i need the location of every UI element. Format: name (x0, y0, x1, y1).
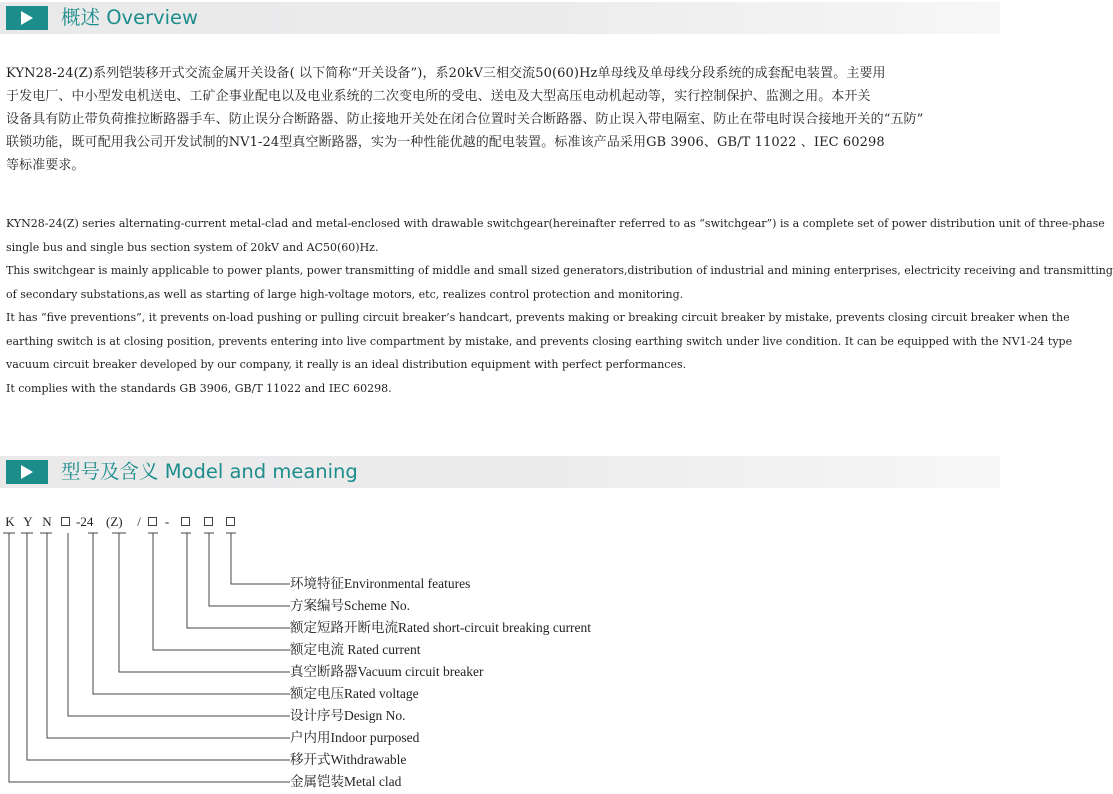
empty-box-icon (61, 517, 70, 526)
empty-box-icon (181, 517, 190, 526)
code-char-n: N (42, 514, 52, 529)
en-line: of secondary substations,as well as starting of large high-voltage motors, etc, realizes control protection and monitoring. (6, 287, 684, 301)
meaning-metal-clad: 金属铠装Metal clad (290, 774, 402, 789)
leader-line (68, 533, 290, 716)
en-line: It complies with the standards GB 3906, GB/T 11022 and IEC 60298. (6, 381, 392, 395)
meaning-withdrawable: 移开式Withdrawable (290, 752, 407, 767)
leader-line (47, 533, 290, 738)
zh-line: 等标准要求。 (6, 158, 85, 173)
en-line: earthing switch is at closing position, prevents entering into live compartment by mistake, and prevents closing earthing switch under live condition. It can be equipped with the NV1-24 type (6, 334, 1073, 348)
code-voltage: -24 (76, 514, 94, 529)
empty-box-icon (204, 517, 213, 526)
leader-line (93, 533, 290, 694)
leader-line (209, 533, 290, 606)
zh-line: 设备具有防止带负荷推拉断路器手车、防止误分合断路器、防止接地开关处在闭合位置时关合断路器、防止误入带电隔室、防止在带电时误合接地开关的“五防” (6, 112, 924, 127)
section-marker (6, 460, 48, 484)
empty-box-icon (148, 517, 157, 526)
meaning-rated-short-circuit-breaking-current: 额定短路开断电流Rated short-circuit breaking current (290, 620, 592, 635)
section-marker (6, 6, 48, 30)
model-section-header (0, 456, 1000, 488)
play-triangle-icon (21, 465, 33, 479)
meaning-vacuum-circuit-breaker: 真空断路器Vacuum circuit breaker (290, 664, 484, 679)
overview-section-header (0, 2, 1000, 34)
play-triangle-icon (21, 11, 33, 25)
code-char-k: K (5, 514, 15, 529)
zh-line: 联锁功能，既可配用我公司开发试制的NV1-24型真空断路器，实为一种性能优越的配电装置。标准该产品采用GB 3906、GB/T 11022 、IEC 60298 (6, 135, 885, 150)
meaning-rated-voltage: 额定电压Rated voltage (290, 686, 419, 701)
meaning-design-no: 设计序号Design No. (290, 708, 406, 723)
leader-line (27, 533, 290, 760)
en-line: This switchgear is mainly applicable to power plants, power transmitting of middle and small sized generators,distribution of industrial and mining enterprises, electricity receiving and transmitting (6, 264, 1113, 277)
zh-line: KYN28-24(Z)系列铠装移开式交流金属开关设备( 以下简称“开关设备”)，系20kV三相交流50(60)Hz单母线及单母线分段系统的成套配电装置。主要用 (6, 66, 886, 81)
code-char-y: Y (23, 514, 33, 529)
en-line: KYN28-24(Z) series alternating-current metal-clad and metal-enclosed with drawable switchgear(hereinafter referred to as “switchgear”) is a complete set of power distribution unit of three-phase (6, 217, 1105, 230)
en-line: It has “five preventions”, it prevents on-load pushing or pulling circuit breaker’s handcart, prevents making or breaking circuit breaker by mistake, prevents closing circuit breaker when the (6, 311, 1070, 324)
code-slash: / (137, 514, 141, 529)
leader-line (9, 533, 290, 782)
meaning-environmental-features: 环境特征Environmental features (290, 576, 471, 591)
meaning-scheme-no: 方案编号Scheme No. (290, 598, 410, 613)
leader-line (187, 533, 290, 628)
leader-line (231, 533, 290, 584)
en-line: vacuum circuit breaker developed by our company, it really is an ideal distribution equipment with perfect performances. (6, 358, 687, 371)
meaning-indoor-purposed: 户内用Indoor purposed (290, 730, 420, 745)
leader-line (153, 533, 290, 650)
en-line: single bus and single bus section system of 20kV and AC50(60)Hz. (6, 240, 379, 254)
model-heading: 型号及含义 Model and meaning (61, 460, 358, 483)
code-z: (Z) (106, 514, 123, 529)
overview-heading: 概述 Overview (61, 6, 199, 29)
overview-chinese-paragraph (6, 62, 1000, 177)
meaning-rated-current: 额定电流 Rated current (290, 642, 421, 657)
overview-english-paragraph (6, 212, 1113, 400)
code-dash: - (164, 514, 170, 529)
empty-box-icon (226, 517, 235, 526)
zh-line: 于发电厂、中小型发电机送电、工矿企事业配电以及电业系统的二次变电所的受电、送电及大型高压电动机起动等，实行控制保护、监测之用。本开关 (6, 89, 871, 104)
leader-line (119, 533, 290, 672)
